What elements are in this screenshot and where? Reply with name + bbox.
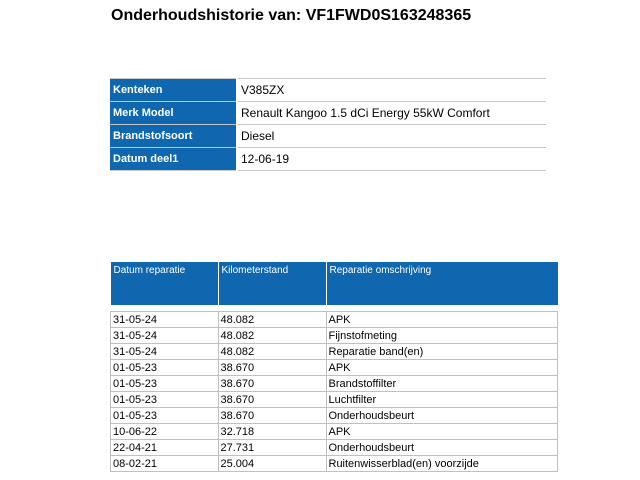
vehicle-info-table bbox=[110, 78, 546, 171]
vehicle-info-label: Datum deel1 bbox=[110, 148, 237, 171]
repair-description-cell: Fijnstofmeting bbox=[326, 328, 558, 344]
mileage-cell: 48.082 bbox=[218, 344, 326, 360]
mileage-cell: 38.670 bbox=[218, 376, 326, 392]
repair-description-cell: Onderhoudsbeurt bbox=[326, 440, 558, 456]
column-header-description: Reparatie omschrijving bbox=[326, 262, 558, 305]
repair-description-cell: APK bbox=[326, 424, 558, 440]
table-row bbox=[111, 344, 558, 360]
repair-description-cell: Onderhoudsbeurt bbox=[326, 408, 558, 424]
mileage-cell: 38.670 bbox=[218, 392, 326, 408]
repair-description-cell: APK bbox=[326, 312, 558, 328]
repair-description-cell: Brandstoffilter bbox=[326, 376, 558, 392]
repair-date-cell: 31-05-24 bbox=[111, 312, 219, 328]
table-row bbox=[111, 312, 558, 328]
repair-date-cell: 01-05-23 bbox=[111, 360, 219, 376]
repair-history-table bbox=[110, 262, 558, 472]
repair-date-cell: 31-05-24 bbox=[111, 328, 219, 344]
repair-description-cell: Reparatie band(en) bbox=[326, 344, 558, 360]
repair-description-cell: Luchtfilter bbox=[326, 392, 558, 408]
repair-description-cell: Ruitenwisserblad(en) voorzijde bbox=[326, 456, 558, 472]
repair-date-cell: 22-04-21 bbox=[111, 440, 219, 456]
vehicle-info-label: Kenteken bbox=[110, 79, 237, 102]
vehicle-info-value: V385ZX bbox=[237, 79, 546, 102]
vehicle-info-row bbox=[110, 79, 546, 102]
vehicle-info-label: Merk Model bbox=[110, 102, 237, 125]
mileage-cell: 38.670 bbox=[218, 408, 326, 424]
table-row bbox=[111, 328, 558, 344]
repair-history-body bbox=[111, 305, 558, 472]
table-row bbox=[111, 456, 558, 472]
vehicle-info-row bbox=[110, 148, 546, 171]
column-header-mileage: Kilometerstand bbox=[218, 262, 326, 305]
repair-date-cell: 31-05-24 bbox=[111, 344, 219, 360]
mileage-cell: 32.718 bbox=[218, 424, 326, 440]
table-row bbox=[111, 440, 558, 456]
repair-date-cell: 01-05-23 bbox=[111, 392, 219, 408]
table-row bbox=[111, 376, 558, 392]
repair-date-cell: 08-02-21 bbox=[111, 456, 219, 472]
vehicle-info-row bbox=[110, 102, 546, 125]
table-row bbox=[111, 392, 558, 408]
table-row bbox=[111, 408, 558, 424]
vehicle-info-value: Renault Kangoo 1.5 dCi Energy 55kW Comfort bbox=[237, 102, 546, 125]
repair-date-cell: 10-06-22 bbox=[111, 424, 219, 440]
table-row bbox=[111, 424, 558, 440]
repair-date-cell: 01-05-23 bbox=[111, 408, 219, 424]
vehicle-info-value: Diesel bbox=[237, 125, 546, 148]
table-header-row bbox=[111, 262, 558, 305]
repair-date-cell: 01-05-23 bbox=[111, 376, 219, 392]
vehicle-info-row bbox=[110, 125, 546, 148]
mileage-cell: 25.004 bbox=[218, 456, 326, 472]
mileage-cell: 48.082 bbox=[218, 312, 326, 328]
column-header-date: Datum reparatie bbox=[111, 262, 219, 305]
mileage-cell: 48.082 bbox=[218, 328, 326, 344]
table-row bbox=[111, 360, 558, 376]
page-title: Onderhoudshistorie van: VF1FWD0S163248365 bbox=[111, 7, 472, 24]
repair-description-cell: APK bbox=[326, 360, 558, 376]
vehicle-info-value: 12-06-19 bbox=[237, 148, 546, 171]
mileage-cell: 27.731 bbox=[218, 440, 326, 456]
vehicle-info-label: Brandstofsoort bbox=[110, 125, 237, 148]
mileage-cell: 38.670 bbox=[218, 360, 326, 376]
